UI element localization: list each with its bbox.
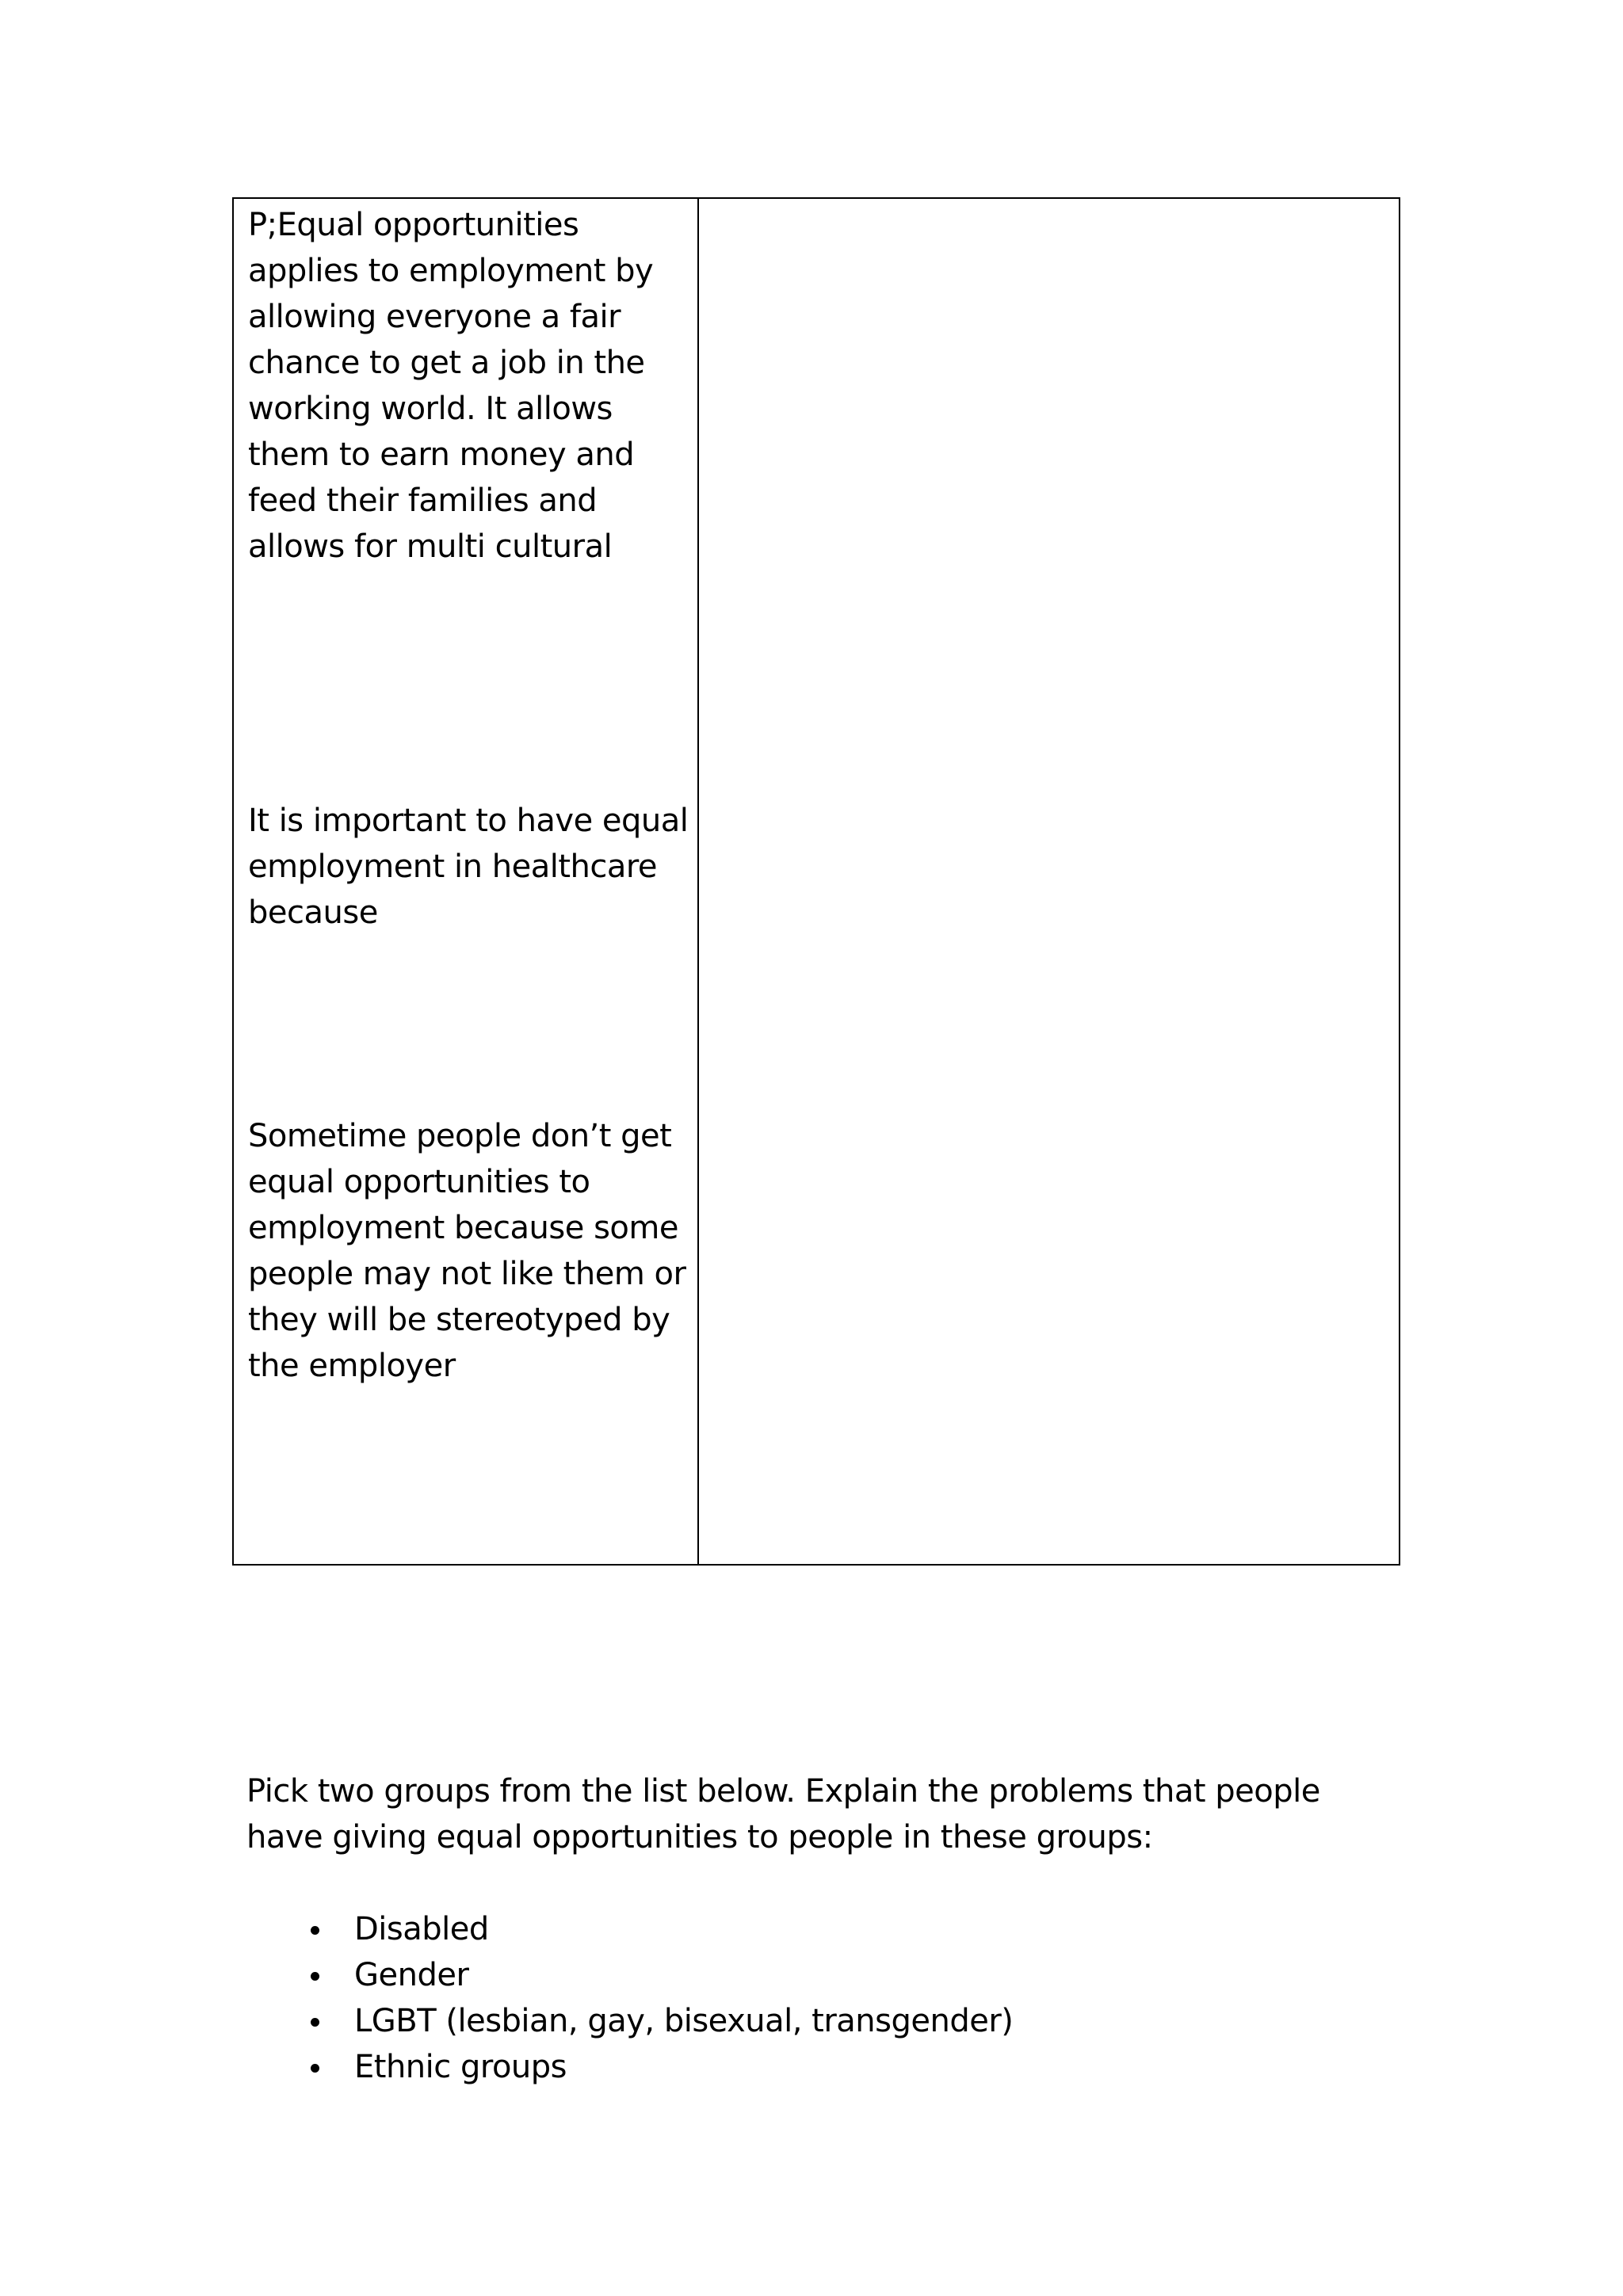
right-answer-cell[interactable] (700, 199, 1399, 1564)
table-column-divider (697, 199, 699, 1564)
bullet-icon (311, 2064, 319, 2073)
bullet-icon (311, 1926, 319, 1935)
list-item-label: Ethnic groups (354, 2049, 567, 2085)
question-prompt: Pick two groups from the list below. Explain the problems that people have giving equal opportunities to people in these groups: (246, 1773, 1320, 1855)
bullet-icon (311, 1972, 319, 1981)
list-item-disabled (246, 1906, 1013, 1952)
list-item-gender (246, 1952, 1013, 1998)
list-item-lgbt (246, 1998, 1013, 2044)
left-cell-paragraph-healthcare: It is important to have equal employment in healthcare because (248, 803, 689, 931)
group-list (246, 1906, 1013, 2090)
answer-table (232, 197, 1400, 1566)
list-item-label: Disabled (354, 1911, 489, 1947)
list-item-label: LGBT (lesbian, gay, bisexual, transgender) (354, 2003, 1014, 2039)
bullet-icon (311, 2018, 319, 2027)
left-cell-paragraph-stereotyping: Sometime people don’t get equal opportunities to employment because some people may not like them or they will be stereotyped by the employer (248, 1118, 686, 1384)
left-cell-paragraph-equal-opportunities: P;Equal opportunities applies to employment by allowing everyone a fair chance to get a job in the working world. It allows them to earn money and feed their families and allows for multi cultural (248, 207, 654, 565)
list-item-ethnic-groups (246, 2044, 1013, 2090)
list-item-label: Gender (354, 1957, 469, 1993)
